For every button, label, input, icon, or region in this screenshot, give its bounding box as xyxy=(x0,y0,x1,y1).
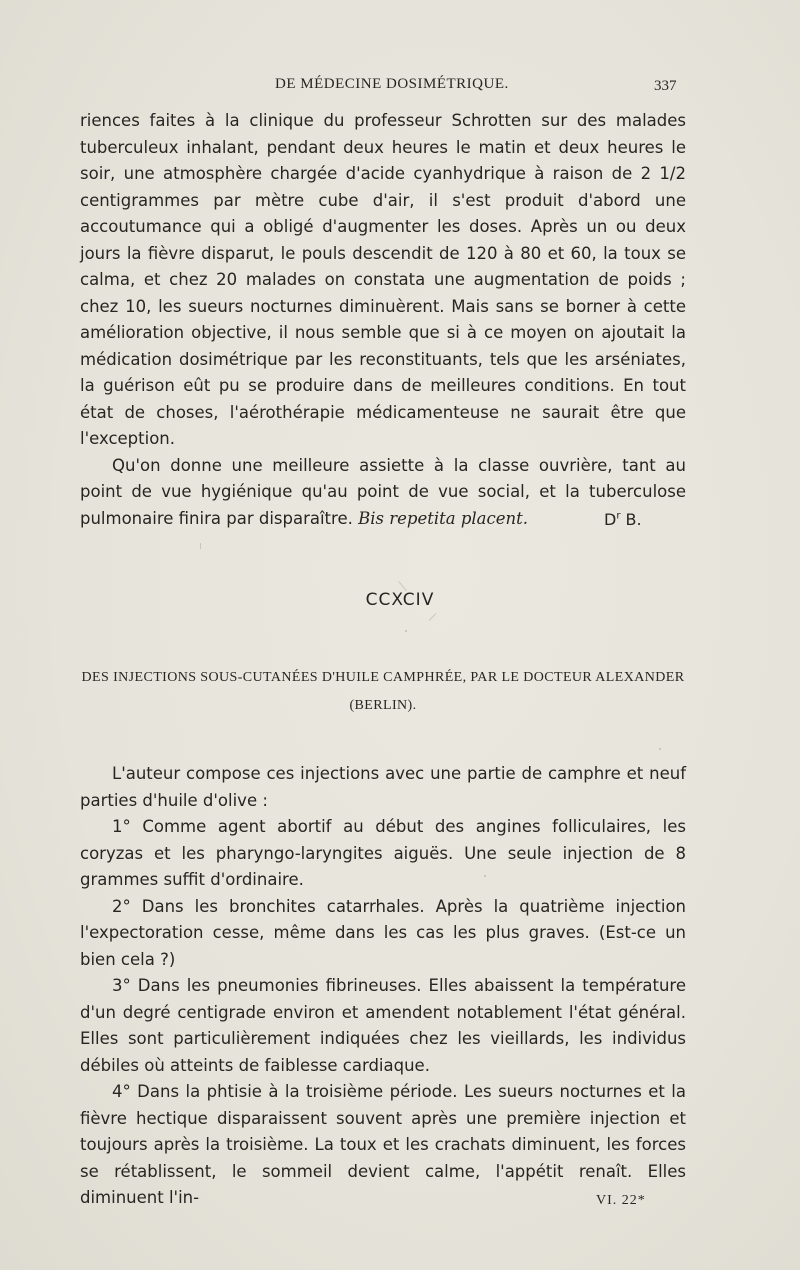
paragraph: 3° Dans les pneumonies fibrineuses. Elles abaissent la température d'un degré centigrade environ et amendent notablement l'état général. Elles sont particulièrement indiquées chez les vieillards, les individus débiles où atteints de faiblesse cardiaque. xyxy=(80,976,686,1075)
article-heading-line1: DES INJECTIONS SOUS-CUTANÉES D'HUILE CAMPHRÉE, PAR LE DOCTEUR ALEXANDER xyxy=(81,670,685,685)
page-number: 337 xyxy=(654,78,677,94)
running-head xyxy=(0,76,800,96)
paper-speck xyxy=(429,613,437,621)
signature-name: B. xyxy=(625,510,642,529)
signature-prefix: D xyxy=(604,510,617,529)
article-body xyxy=(80,761,686,1212)
closing-italic: Bis repetita placent. xyxy=(358,508,529,528)
article-heading xyxy=(78,664,688,720)
paragraph: 4° Dans la phtisie à la troisième période. Les sueurs nocturnes et la fièvre hectique disparaissent souvent après une première injection et toujours après la troisième. La toux et les crachats diminuent, les forces se rétablissent, le sommeil devient calme, l'appétit renaît. Elles diminuent l'in- xyxy=(80,1082,686,1207)
signature-mark: VI. 22* xyxy=(596,1193,646,1208)
paragraph xyxy=(80,453,686,533)
paragraph: L'auteur compose ces injections avec une partie de camphre et neuf parties d'huile d'olive : xyxy=(80,764,686,810)
article-heading-line2: (BERLIN). xyxy=(349,698,417,713)
paper-speck xyxy=(405,630,407,632)
paper-speck xyxy=(484,875,486,877)
paper-speck xyxy=(200,543,201,549)
paragraph: riences faites à la clinique du professeur Schrotten sur des malades tuberculeux inhalant, pendant deux heures le matin et deux heures le soir, une atmosphère chargée d'acide cyanhydrique à raison de 2 1/2 centigrammes par mètre cube d'air, il s'est produit d'abord une accoutumance qui a obligé d'augmenter les doses. Après un ou deux jours la fièvre disparut, le pouls descendit de 120 à 80 et 60, la toux se calma, et chez 20 malades on constata une augmentation de poids ; chez 10, les sueurs nocturnes diminuèrent. Mais sans se borner à cette amélioration objective, il nous semble que si à ce moyen on ajoutait la médication dosimétrique par les reconstituants, tels que les arséniates, la guérison eût pu se produire dans de meilleures conditions. En tout état de choses, l'aérothérapie médicamenteuse ne saurait être que l'exception. xyxy=(80,111,686,448)
paragraph-text: Qu'on donne une meilleure assiette à la classe ouvrière, tant au point de vue hygiénique qu'au point de vue social, et la tuberculose pulmonaire finira par disparaître. xyxy=(80,455,686,528)
paragraph: 1° Comme agent abortif au début des angines folliculaires, les coryzas et les pharyngo-laryngites aiguës. Une seule injection de 8 grammes suffit d'ordinaire. xyxy=(80,817,686,889)
paper-speck xyxy=(659,748,661,750)
author-signature xyxy=(604,510,642,529)
running-title: DE MÉDECINE DOSIMÉTRIQUE. xyxy=(275,76,509,92)
signature-sup: r xyxy=(616,510,621,522)
first-section-text xyxy=(80,108,686,532)
paragraph: 2° Dans les bronchites catarrhales. Après la quatrième injection l'expectoration cesse, même dans les cas les plus graves. (Est-ce un bien cela ?) xyxy=(80,896,686,969)
section-number: CCXCIV xyxy=(365,590,435,610)
